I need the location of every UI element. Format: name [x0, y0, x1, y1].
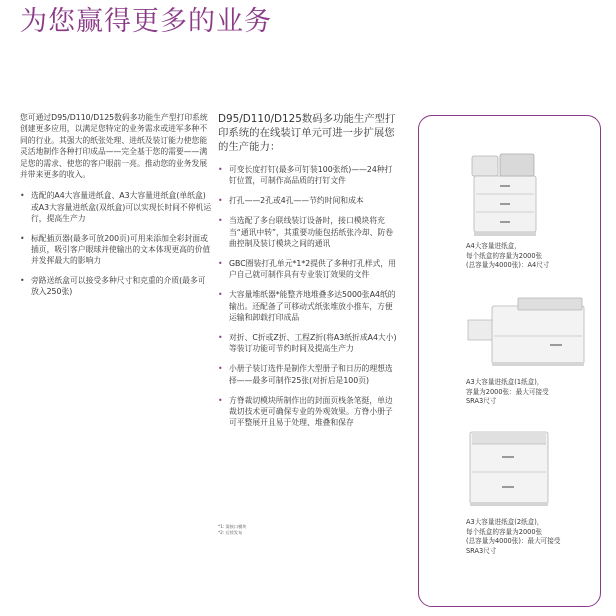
caption-line: 每个纸盒的容量为2000张 — [466, 251, 543, 260]
bullet-icon: • — [20, 275, 25, 285]
caption-line: SRA3尺寸 — [466, 546, 497, 555]
bullet-text: 对折、C折或Z折、工程Z折(将A3纸折成A4大小)等装订功能可节约时间及提高生产力 — [229, 332, 397, 354]
section-heading: D95/D110/D125数码多功能生产型打印系统的在线装订单元可进一步扩展您的生产能力： — [218, 113, 396, 153]
caption-line: 容量为2000张：最大可接受 — [466, 387, 549, 396]
bullet-icon: • — [218, 258, 223, 268]
bullet-icon: • — [218, 290, 223, 300]
list-item — [218, 363, 400, 386]
middle-column — [218, 112, 400, 437]
a4-feeder-image — [466, 150, 546, 238]
list-item — [20, 275, 212, 298]
bullet-text: 可变长度打钉(最多可钉装100张纸)——24种打钉位置，可制作高品质的打钉文件 — [229, 165, 393, 186]
caption-line: 每个纸盒的容量为2000张 — [466, 527, 543, 536]
bullet-icon: • — [20, 233, 25, 243]
caption-line: (总容量为4000张)：最大可接受 — [466, 537, 561, 545]
bullet-text: GBC圈装打孔单元*1*2提供了多种打孔样式，用户自己就可制作具有专业装订效果的文件 — [229, 258, 396, 280]
footnote: *2: 后续发布 — [218, 530, 243, 535]
intro-paragraph: 您可通过D95/D110/D125数码多功能生产型打印系统创建更多应用，以满足您特定的业务需求或进军多种不同的行业。其强大的纸张处理、进纸及装订能力使您能灵活地制作各种打印成品——完全基于您的需要——满足您的需求、使您的客户眼前一亮。推动您的业务发展并带来更多的收入。 — [20, 113, 208, 180]
caption-line: A4大容量进纸盒， — [466, 242, 521, 250]
list-item — [20, 190, 212, 224]
a4-feeder-caption — [466, 242, 586, 271]
caption-line: A3大容量进纸盒(1纸盒)， — [466, 378, 544, 386]
bullet-icon: • — [218, 332, 223, 342]
caption-line: SRA3尺寸 — [466, 397, 497, 405]
list-item — [218, 215, 400, 249]
bullet-icon: • — [218, 216, 223, 226]
list-item — [218, 395, 400, 429]
a3-single-feeder-image — [466, 296, 590, 368]
bullet-text: 标配插页器(最多可放200页)可用来添加全彩封面或插页，吸引客户眼球并使输出的文本体现更高的价值并发挥最大的影响力 — [31, 233, 211, 266]
footnotes — [218, 524, 246, 536]
bullet-icon: • — [218, 165, 223, 174]
bullet-icon: • — [20, 191, 25, 201]
list-item — [218, 164, 400, 187]
caption-line: (总容量为4000张)：A4尺寸 — [466, 261, 550, 269]
left-bullet-list — [20, 190, 212, 297]
a3-double-feeder-caption — [466, 518, 586, 556]
caption-line: A3大容量进纸盒(2纸盒)， — [466, 518, 544, 526]
bullet-text: 方脊裁切模块所制作出的封面页栈条笔挺，单边裁切技术更可确保专业的外观效果。方脊小册子可平整展开且易于处理、堆叠和保存 — [229, 395, 393, 428]
bullet-text: 打孔——2孔或4孔——节约时间和成本 — [229, 196, 364, 206]
list-item — [20, 233, 212, 267]
a3-single-feeder-caption — [466, 378, 586, 407]
page-title: 为您赢得更多的业务 — [20, 6, 272, 37]
bullet-icon: • — [218, 196, 223, 206]
list-item — [218, 332, 400, 355]
list-item — [218, 258, 400, 281]
finishing-bullet-list — [218, 164, 400, 429]
bullet-text: 当选配了多台联线装订设备时，接口模块将充当“通讯中转”，其重要功能包括纸张冷却、防卷曲控制及装订模块之间的通讯 — [229, 216, 394, 249]
left-column — [20, 112, 212, 306]
bullet-text: 旁路送纸盒可以接受多种尺寸和克重的介质(最多可放入250张) — [31, 275, 206, 297]
bullet-icon: • — [218, 364, 223, 374]
bullet-text: 小册子装订选件是制作大型册子和日历的理想选择——最多可制作25张(对折后是100页) — [229, 364, 393, 385]
list-item — [218, 195, 400, 206]
list-item — [218, 289, 400, 323]
bullet-icon: • — [218, 395, 223, 405]
a3-double-feeder-image — [466, 428, 554, 508]
footnote: *1: 需接口模块 — [218, 524, 247, 529]
bullet-text: 选配的A4大容量进纸盒、A3大容量进纸盒(单纸盒)或A3大容量进纸盒(双纸盒)可以实现长时间不停机运行，提高生产力 — [31, 191, 212, 224]
bullet-text: 大容量堆纸器*能整齐地堆叠多达5000张A4纸的输出。还配备了可移动式纸张堆放小推车，方便运输和卸载打印成品 — [229, 290, 396, 323]
